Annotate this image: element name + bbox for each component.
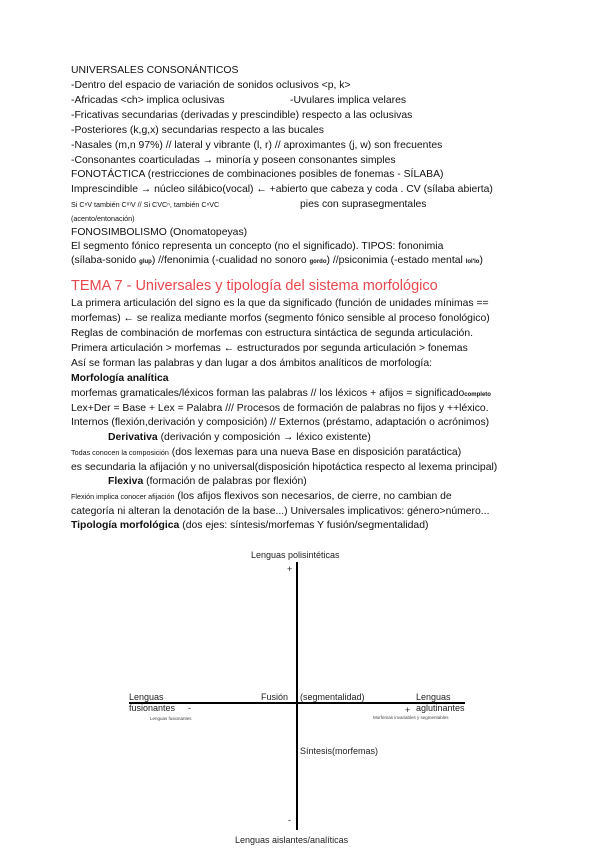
label-minus-left: - [188, 703, 191, 713]
text-line: Reglas de combinación de morfemas con estructura sintáctica de segunda articulación. [71, 328, 473, 339]
label-polisinteticas: Lenguas polisintéticas [251, 550, 340, 560]
text-line: -Nasales (m,n 97%) // lateral y vibrante (l, r) // aproximantes (j, w) son frecuentes [71, 140, 443, 151]
label-plus-top: + [287, 564, 293, 574]
label-lenguas-right: Lenguas [416, 692, 451, 702]
text-line: -Posteriores (k,g,x) secundarias respecto a las bucales [71, 125, 324, 136]
text-line: -Dentro del espacio de variación de sonidos oclusivos <p, k> [71, 80, 351, 91]
label-aislantes: Lenguas aislantes/analíticas [235, 835, 349, 845]
text-line: Todas conocen la composición (dos lexemas para una nueva Base en disposición paratáctica) [71, 447, 462, 458]
text-uvulares: -Uvulares implica velares [290, 95, 407, 106]
text-line: Internos (flexión,derivación y composición) // Externos (préstamo, adaptación o acrónimos) [71, 417, 490, 428]
heading-fonotactica: FONOTÁCTICA (restricciones de combinaciones posibles de fonemas - SÍLABA) [71, 169, 444, 180]
text-derivativa: Derivativa (derivación y composición → léxico existente) [108, 432, 371, 443]
text-line: Flexión implica conocer afijación (los afijos flexivos son necesarios, de cierre, no cambian de [71, 491, 452, 502]
label-plus-right: + [405, 705, 411, 715]
text-line: Primera articulación > morfemas ← estructurados por segunda articulación > fonemas [71, 343, 468, 354]
label-aglutinantes-sub: Morfemas invariables y segmentables [373, 715, 449, 720]
text-line: morfemas gramaticales/léxicos forman las palabras // los léxicos + afijos = significadocompleto [71, 388, 491, 399]
text-line: -Consonantes coarticuladas → minoría y poseen consonantes simples [71, 155, 396, 166]
text-line: Lex+Der = Base + Lex = Palabra /// Procesos de formación de palabras no fijos y ++léxico. [71, 403, 489, 414]
text-pies: pies con suprasegmentales [300, 199, 427, 210]
text-line: categoría ni alteran la denotación de la base...) Universales implicativos: género>número... [71, 506, 490, 517]
label-fusionantes: fusionantes [129, 703, 176, 713]
text-line: (acento/entonación) [71, 214, 135, 223]
text-flexiva: Flexiva (formación de palabras por flexión) [108, 476, 307, 487]
text-line: La primera articulación del signo es la que da significado (función de unidades mínimas == [71, 298, 489, 309]
text-line: Imprescindible → núcleo silábico(vocal) ← +abierto que cabeza y coda . CV (sílaba abierta) [71, 184, 493, 195]
label-minus-bottom: - [288, 815, 291, 825]
axis-fusion [129, 702, 465, 704]
text-tipologia: Tipología morfológica (dos ejes: síntesis/morfemas Y fusión/segmentalidad) [71, 520, 429, 531]
heading-tema-7: TEMA 7 - Universales y tipología del sistema morfológico [71, 278, 438, 294]
text-line: -Africadas <ch> implica oclusivas [71, 95, 225, 106]
text-line: El segmento fónico representa un concepto (no el significado). TIPOS: fononimia [71, 241, 444, 252]
label-aglutinantes: aglutinantes [416, 703, 465, 713]
label-fusionantes-sub: Lenguas fusionantes [150, 716, 192, 721]
subheading-morfologia-analitica: Morfología analítica [71, 373, 169, 384]
heading-fonosimbolismo: FONOSIMBOLISMO (Onomatopeyas) [71, 227, 248, 238]
text-line: Así se forman las palabras y dan lugar a dos ámbitos analíticos de morfología: [71, 358, 432, 369]
text-line: Si CⁿV también CᵐV // Si CVCⁿ, también CⁿVC [71, 200, 220, 209]
heading-universales-consonanticos: UNIVERSALES CONSONÁNTICOS [71, 65, 239, 76]
text-line: (sílaba-sonido glup) //fenonimia (-cualidad no sonoro gordo) //psiconimia (-estado mental lol'lo) [71, 255, 483, 266]
axis-sintesis [296, 562, 298, 830]
label-lenguas-left: Lenguas [129, 692, 164, 702]
text-line: es secundaria la afijación y no universal(disposición hipotáctica respecto al lexema principal) [71, 462, 498, 473]
label-fusion: Fusión [261, 692, 289, 702]
text-line: -Fricativas secundarias (derivadas y prescindible) respecto a las oclusivas [71, 110, 413, 121]
text-line: morfemas) ← se realiza mediante morfos (segmento fónico sensible al proceso fonológico) [71, 313, 490, 324]
label-sintesis: Síntesis(morfemas) [300, 746, 379, 756]
label-segmentalidad: (segmentalidad) [300, 692, 365, 702]
